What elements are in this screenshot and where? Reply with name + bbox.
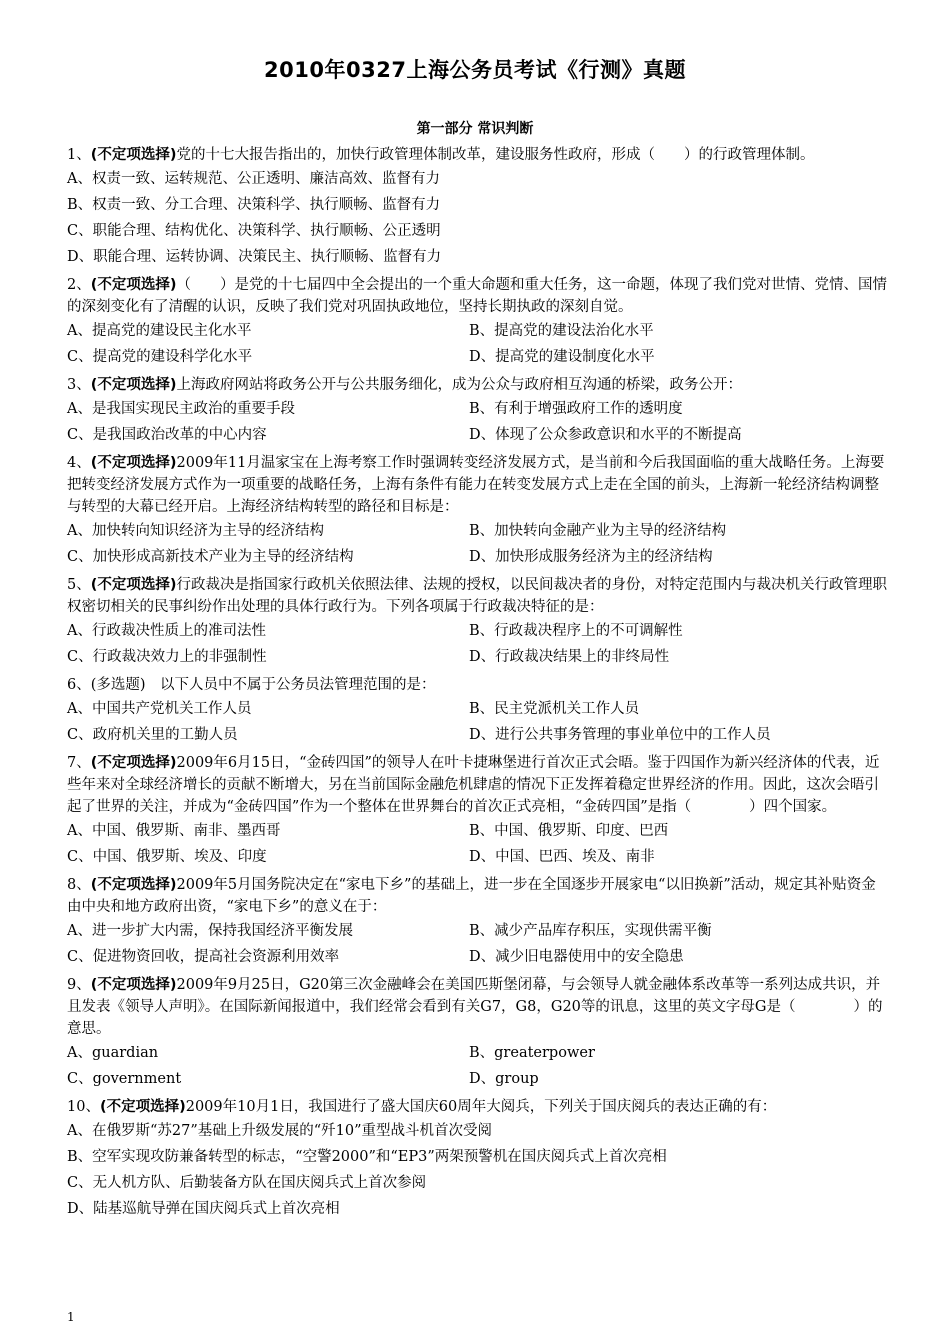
answer-option: C、中国、俄罗斯、埃及、印度 [67, 849, 267, 865]
question-stem [67, 452, 887, 518]
question-number: 7、 [67, 755, 91, 771]
answer-options [67, 1118, 887, 1222]
question-number: 3、 [67, 377, 91, 393]
question-stem [67, 674, 887, 696]
question-type: (不定项选择) [90, 977, 177, 993]
question-text: 2009年5月国务院决定在“家电下乡”的基础上，进一步在全国逐步开展家电“以旧换新”活动，规定其补贴资金由中央和地方政府出资，“家电下乡”的意义在于： [67, 877, 876, 915]
answer-options [67, 396, 887, 448]
answer-option: B、权责一致、分工合理、决策科学、执行顺畅、监督有力 [67, 197, 441, 213]
question-number: 5、 [67, 577, 91, 593]
answer-option: C、government [67, 1071, 182, 1087]
answer-options [67, 618, 887, 670]
question-type: (不定项选择) [90, 577, 177, 593]
answer-option: D、职能合理、运转协调、决策民主、执行顺畅、监督有力 [67, 249, 442, 265]
question-number: 8、 [67, 877, 91, 893]
question-number: 1、 [67, 147, 91, 163]
answer-option: B、提高党的建设法治化水平 [469, 323, 654, 339]
question-6 [67, 674, 887, 748]
question-stem [67, 874, 887, 918]
question-stem [67, 574, 887, 618]
answer-option: C、是我国政治改革的中心内容 [67, 427, 267, 443]
question-text: （ ）是党的十七届四中全会提出的一个重大命题和重大任务，这一命题，体现了我们党对世情、党情、国情的深刻变化有了清醒的认识，反映了我们党对巩固执政地位，坚持长期执政的深刻自觉。 [67, 277, 887, 315]
question-stem [67, 974, 887, 1040]
answer-option: B、行政裁决程序上的不可调解性 [469, 623, 683, 639]
answer-options [67, 696, 887, 748]
answer-option: A、中国共产党机关工作人员 [67, 701, 252, 717]
question-type: (不定项选择) [90, 455, 177, 471]
question-type: (不定项选择) [90, 377, 177, 393]
answer-option: A、行政裁决性质上的准司法性 [67, 623, 266, 639]
question-text: (多选题) 以下人员中不属于公务员法管理范围的是： [90, 677, 436, 693]
answer-options [67, 318, 887, 370]
question-number: 4、 [67, 455, 91, 471]
answer-option: D、加快形成服务经济为主的经济结构 [469, 549, 713, 565]
question-type: (不定项选择) [90, 755, 177, 771]
question-text: 2009年10月1日，我国进行了盛大国庆60周年大阅兵，下列关于国庆阅兵的表达正确的有： [185, 1099, 777, 1115]
question-stem [67, 274, 887, 318]
answer-options [67, 818, 887, 870]
answer-option: A、guardian [67, 1045, 159, 1061]
question-number: 6、 [67, 677, 91, 693]
answer-option: C、行政裁决效力上的非强制性 [67, 649, 267, 665]
answer-option: C、职能合理、结构优化、决策科学、执行顺畅、公正透明 [67, 223, 441, 239]
answer-option: B、空军实现攻防兼备转型的标志，“空警2000”和“EP3”两架预警机在国庆阅兵式上首次亮相 [67, 1149, 667, 1165]
question-text: 2009年11月温家宝在上海考察工作时强调转变经济发展方式，是当前和今后我国面临的重大战略任务。上海要把转变经济发展方式作为一项重要的战略任务，上海有条件有能力在转变发展方式上走在全国的前头，上海新一轮经济结构调整与转型的大幕已经开启。上海经济结构转型的路径和目标是： [67, 455, 885, 515]
answer-option: B、greaterpower [469, 1045, 595, 1061]
question-text: 2009年6月15日，“金砖四国”的领导人在叶卡捷琳堡进行首次正式会晤。鉴于四国作为新兴经济体的代表，近些年来对全球经济增长的贡献不断增大，另在当前国际金融危机肆虐的情况下正发挥着稳定世界经济的作用。因此，这次会晤引起了世界的关注，并成为“金砖四国”作为一个整体在世界舞台的首次正式亮相，“金砖四国”是指（ ）四个国家。 [67, 755, 880, 815]
answer-option: D、中国、巴西、埃及、南非 [469, 849, 655, 865]
answer-option: D、提高党的建设制度化水平 [469, 349, 655, 365]
question-text: 党的十七大报告指出的，加快行政管理体制改革，建设服务性政府，形成（ ）的行政管理体制。 [176, 147, 815, 163]
answer-option: C、加快形成高新技术产业为主导的经济结构 [67, 549, 354, 565]
question-number: 10、 [67, 1099, 100, 1115]
question-4 [67, 452, 887, 570]
question-type: (不定项选择) [90, 147, 177, 163]
question-number: 9、 [67, 977, 91, 993]
page-title: 2010年0327上海公务员考试《行测》真题 [264, 58, 686, 82]
answer-options [67, 166, 887, 270]
answer-option: C、无人机方队、后勤装备方队在国庆阅兵式上首次参阅 [67, 1175, 427, 1191]
page-number: 1 [67, 1310, 75, 1324]
answer-options [67, 1040, 887, 1092]
answer-option: C、促进物资回收，提高社会资源利用效率 [67, 949, 340, 965]
answer-option: A、权责一致、运转规范、公正透明、廉洁高效、监督有力 [67, 171, 440, 187]
answer-option: A、进一步扩大内需，保持我国经济平衡发展 [67, 923, 353, 939]
answer-option: A、是我国实现民主政治的重要手段 [67, 401, 295, 417]
question-type: (不定项选择) [99, 1099, 186, 1115]
answer-option: A、中国、俄罗斯、南非、墨西哥 [67, 823, 281, 839]
question-number: 2、 [67, 277, 91, 293]
question-type: (不定项选择) [90, 877, 177, 893]
question-type: (不定项选择) [90, 277, 177, 293]
question-10 [67, 1096, 887, 1222]
answer-option: B、中国、俄罗斯、印度、巴西 [469, 823, 669, 839]
answer-option: A、提高党的建设民主化水平 [67, 323, 252, 339]
answer-option: C、政府机关里的工勤人员 [67, 727, 238, 743]
answer-option: D、体现了公众参政意识和水平的不断提高 [469, 427, 742, 443]
question-text: 上海政府网站将政务公开与公共服务细化，成为公众与政府相互沟通的桥梁，政务公开： [176, 377, 742, 393]
answer-option: D、group [469, 1071, 539, 1087]
question-stem [67, 144, 887, 166]
answer-option: B、有利于增强政府工作的透明度 [469, 401, 683, 417]
answer-option: C、提高党的建设科学化水平 [67, 349, 253, 365]
answer-option: D、行政裁决结果上的非终局性 [469, 649, 670, 665]
answer-options [67, 518, 887, 570]
answer-option: D、陆基巡航导弹在国庆阅兵式上首次亮相 [67, 1201, 340, 1217]
question-stem [67, 752, 887, 818]
answer-option: D、进行公共事务管理的事业单位中的工作人员 [469, 727, 771, 743]
answer-option: A、加快转向知识经济为主导的经济结构 [67, 523, 324, 539]
question-1 [67, 144, 887, 270]
answer-option: B、减少产品库存积压，实现供需平衡 [469, 923, 712, 939]
answer-option: D、减少旧电器使用中的安全隐患 [469, 949, 684, 965]
question-2 [67, 274, 887, 370]
answer-option: A、在俄罗斯“苏27”基础上升级发展的“歼10”重型战斗机首次受阅 [67, 1123, 493, 1139]
question-9 [67, 974, 887, 1092]
question-7 [67, 752, 887, 870]
question-list [67, 140, 887, 1222]
answer-option: B、加快转向金融产业为主导的经济结构 [469, 523, 727, 539]
question-stem [67, 1096, 887, 1118]
question-3 [67, 374, 887, 448]
question-text: 2009年9月25日，G20第三次金融峰会在美国匹斯堡闭幕，与会领导人就金融体系改革等一系列达成共识，并且发表《领导人声明》。在国际新闻报道中，我们经常会看到有关G7，G8，G20等的讯息，这里的英文字母G是（ ）的意思。 [67, 977, 883, 1037]
question-stem [67, 374, 887, 396]
answer-options [67, 918, 887, 970]
question-8 [67, 874, 887, 970]
section-heading: 第一部分 常识判断 [416, 121, 534, 137]
question-5 [67, 574, 887, 670]
answer-option: B、民主党派机关工作人员 [469, 701, 640, 717]
question-text: 行政裁决是指国家行政机关依照法律、法规的授权，以民间裁决者的身份，对特定范围内与裁决机关行政管理职权密切相关的民事纠纷作出处理的具体行政行为。下列各项属于行政裁决特征的是： [67, 577, 887, 615]
